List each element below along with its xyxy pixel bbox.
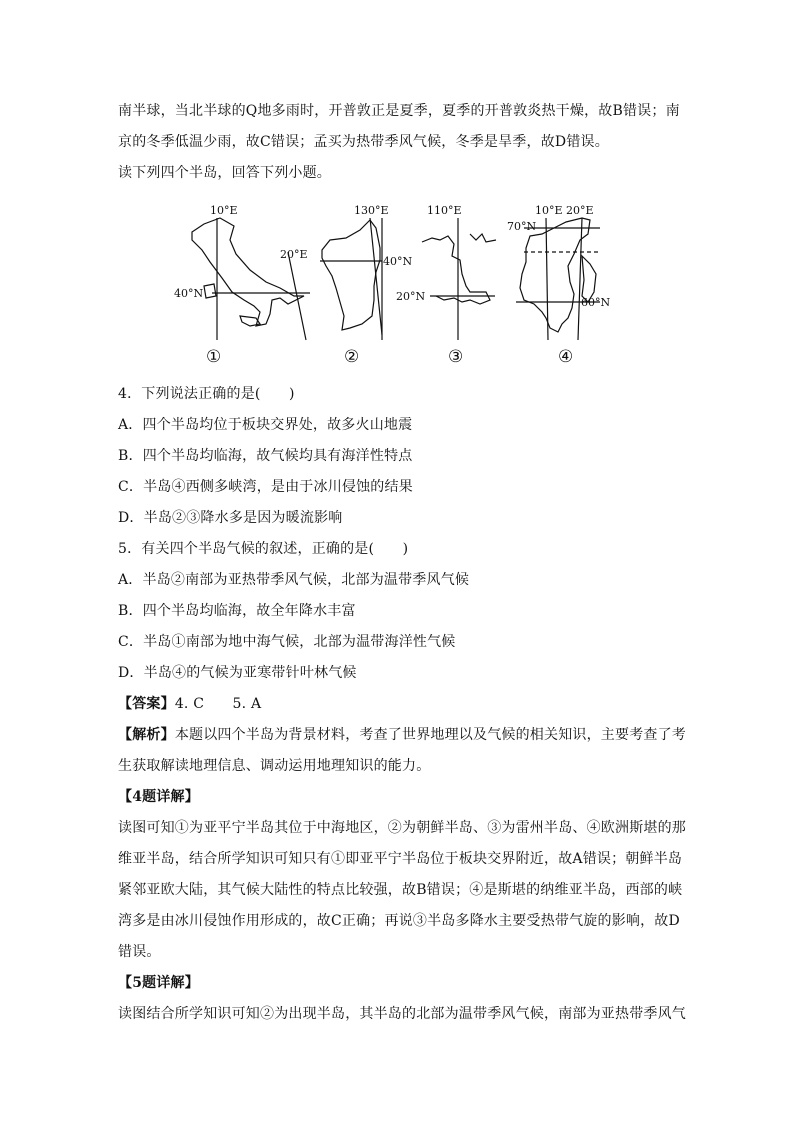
map-italy [192, 218, 310, 340]
detail-5-line: 读图结合所学知识可知②为出现半岛，其半岛的北部为温带季风气候，南部为亚热带季风气 [118, 1006, 686, 1022]
analysis-line [118, 725, 687, 745]
question-4-option-d: D．半岛②③降水多是因为暖流影响 [118, 510, 343, 526]
peninsula-maps-figure [170, 200, 620, 372]
map-scandinavia [516, 218, 600, 340]
detail-4-line: 读图可知①为亚平宁半岛其位于中海地区，②为朝鲜半岛、③为雷州半岛、④欧洲斯堪的那 [118, 820, 686, 836]
label-40n: 40°N [174, 287, 204, 300]
question-4-option-a: A．四个半岛均位于板块交界处，故多火山地震 [118, 417, 413, 433]
answer-tag: 【答案】 [118, 696, 175, 712]
question-4-option-c: C．半岛④西侧多峡湾，是由于冰川侵蚀的结果 [118, 479, 413, 495]
map-number: ① [206, 347, 222, 367]
label-40n-2: 40°N [383, 255, 413, 268]
question-5-option-c: C．半岛①南部为地中海气候，北部为温带海洋性气候 [118, 634, 456, 650]
intro-text: 读下列四个半岛，回答下列小题。 [118, 165, 331, 181]
label-20e-2: 20°E [566, 204, 594, 217]
detail-4-heading: 【4题详解】 [118, 789, 199, 805]
question-5-option-b: B．四个半岛均临海，故全年降水丰富 [118, 603, 356, 619]
label-20n: 20°N [396, 290, 426, 303]
paragraph-line: 南半球，当北半球的Q地多雨时，开普敦正是夏季，夏季的开普敦炎热干燥，故B错误；南 [118, 103, 680, 119]
map-number: ③ [448, 347, 464, 367]
question-5-stem: 5．有关四个半岛气候的叙述，正确的是( ) [118, 541, 409, 557]
detail-5-heading: 【5题详解】 [118, 975, 199, 991]
question-5-option-a: A．半岛②南部为亚热带季风气候，北部为温带季风气候 [118, 572, 470, 588]
label-10e: 10°E [210, 204, 238, 217]
detail-4-line: 维亚半岛，结合所学知识可知只有①即亚平宁半岛位于板块交界附近，故A错误；朝鲜半岛 [118, 851, 683, 867]
label-70n: 70°N [507, 220, 537, 233]
analysis-tag: 【解析】 [118, 727, 175, 743]
label-130e: 130°E [354, 204, 389, 217]
peninsula-maps-svg [170, 200, 620, 372]
question-4-option-b: B．四个半岛均临海，故气候均具有海洋性特点 [118, 448, 413, 464]
detail-4-line: 错误。 [118, 944, 161, 960]
answer-line [118, 694, 682, 714]
map-number: ② [344, 347, 360, 367]
label-10e-2: 10°E [535, 204, 563, 217]
answer-text: 4. C 5. A [174, 696, 262, 712]
label-20e: 20°E [280, 248, 308, 261]
paragraph-line: 京的冬季低温少雨，故C错误；孟买为热带季风气候，冬季是旱季，故D错误。 [118, 134, 609, 150]
detail-4-line: 紧邻亚欧大陆，其气候大陆性的特点比较强，故B错误；④是斯堪的纳维亚半岛，西部的峡 [118, 882, 683, 898]
detail-4-line: 湾多是由冰川侵蚀作用形成的，故C正确；再说③半岛多降水主要受热带气旋的影响，故D [118, 913, 680, 929]
analysis-text: 本题以四个半岛为背景材料，考查了世界地理以及气候的相关知识，主要考查了考 [174, 727, 687, 743]
question-4-stem: 4．下列说法正确的是( ) [118, 386, 295, 402]
label-60n: 60°N [581, 296, 611, 309]
label-110e: 110°E [427, 204, 462, 217]
map-number: ④ [558, 347, 574, 367]
question-5-option-d: D．半岛④的气候为亚寒带针叶林气候 [118, 665, 357, 681]
map-korea [320, 218, 382, 340]
map-leizhou [422, 218, 496, 340]
analysis-line-2: 生获取解读地理信息、调动运用地理知识的能力。 [118, 758, 431, 774]
